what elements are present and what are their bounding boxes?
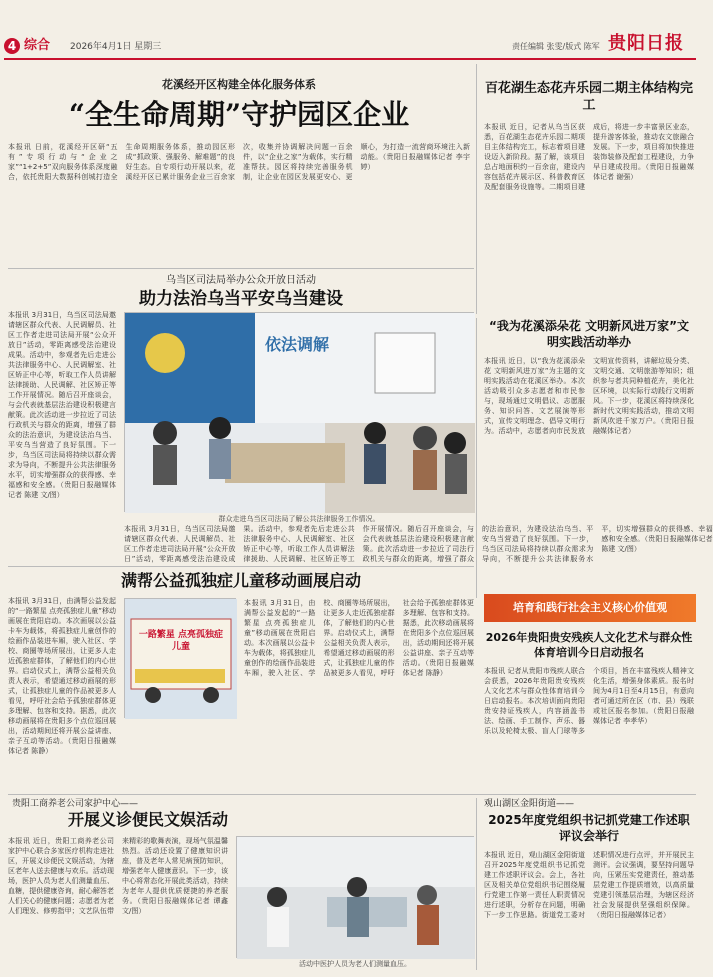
column-divider xyxy=(476,318,477,598)
divider xyxy=(8,566,474,567)
autism-title: 满帮公益孤独症儿童移动画展启动 xyxy=(120,571,361,590)
editor-credits: 责任编辑 张雯/版式 陈军 xyxy=(512,42,600,51)
elderly-kicker: 贵阳工商养老公司家护中心—— xyxy=(12,799,139,809)
civilization-title: “我为花溪添朵花 文明新风进万家”文明实践活动举办 xyxy=(489,319,689,349)
lead-body: 本报讯 日前，花溪经开区研“五有”专项行动与“企业之家”“1+2+5”双向服务体系深度融合，依托贵阳大数据科创城打造全生命周期服务体系，推动园区形成“抓政策、强服务、解难题”的良好生态。自专项行动开展以来，花溪经开区已累计服务企业三百余家次，收集并协调解决问题一百余件，以“企业之家”为载体，实行精准帮扶。园区将持续完善服务机制，让企业在园区发展更安心、更顺心，为打造一流营商环境注入新动能。（贵阳日报融媒体记者 李宇婷） xyxy=(8,143,470,181)
wall-sign: 依法调解 xyxy=(265,335,330,354)
divider xyxy=(8,794,696,795)
elderly-photo-caption: 活动中医护人员为老人们测量血压。 xyxy=(299,960,411,968)
truck-slogan: 一路繁星 点亮孤独症儿童 xyxy=(138,630,224,652)
flower-park-title: 百花湖生态花卉乐园二期主体结构完工 xyxy=(484,81,693,113)
party-title: 2025年度党组织书记抓党建工作述职评议会举行 xyxy=(488,813,690,843)
elderly-body: 本报讯 近日，贵阳工商养老公司家护中心联合多家医疗机构走进社区，开展义诊便民文娱活动，为辖区老年人送去健康与欢乐。活动现场，医护人员为老人们测量血压、血糖，提供健康咨询，耐心解答老人们关心的健康问题；志愿者为老人们理发、修剪指甲；文艺队伍带来精彩的歌舞表演，现场气氛温馨热烈。活动还设置了健康知识讲座，普及老年人常见病预防知识，增强老年人健康意识。下一步，该中心将常态化开展此类活动，持续为老年人提供优质便捷的养老服务。（贵阳日报融媒体记者 谭鑫 文/图） xyxy=(8,837,228,915)
header-rule xyxy=(4,58,696,60)
column-divider xyxy=(476,798,477,970)
justice-title: 助力法治乌当平安乌当建设 xyxy=(139,289,343,309)
disability-body: 本报讯 记者从贵阳市残疾人联合会获悉，2026年贵阳贵安残疾人文化艺术与群众性体育培训今日启动报名。本次培训面向贵阳贵安持证残疾人，内容涵盖书法、绘画、手工制作、声乐、器乐以及轮椅太极、盲人门球等多个项目，旨在丰富残疾人精神文化生活，增强身体素质。报名时间为4月1日至4月15日，有意向者可通过所在区（市、县）残联或社区报名参加。（贵阳日报融媒体记者 李孝华） xyxy=(484,667,694,735)
justice-photo-caption: 群众走进乌当区司法局了解公共法律服务工作情况。 xyxy=(218,515,380,523)
party-article xyxy=(484,798,694,970)
elderly-photo xyxy=(236,836,474,958)
autism-photo xyxy=(124,598,236,718)
clinic-illustration xyxy=(237,837,475,959)
section-name: 综合 xyxy=(24,38,51,53)
flower-park-article xyxy=(484,72,694,312)
divider xyxy=(8,268,474,269)
issue-date: 2026年4月1日 星期三 xyxy=(70,42,162,52)
values-banner: 培育和践行社会主义核心价值观 xyxy=(484,594,696,622)
elderly-title: 开展义诊便民文娱活动 xyxy=(68,810,229,829)
party-body: 本报讯 近日，观山湖区金阳街道召开2025年度党组织书记抓党建工作述职评议会。会上，各社区及相关单位党组织书记围绕履行党建工作第一责任人职责情况进行述职，分析存在问题，明确下一步工作思路。街道党工委对述职情况进行点评，并开展民主测评。会议强调，要坚持问题导向，压紧压实党建责任，推动基层党建工作提质增效，以高质量党建引领基层治理，为辖区经济社会发展提供坚强组织保障。（贵阳日报融媒体记者） xyxy=(484,851,694,919)
justice-kicker: 乌当区司法局举办公众开放日活动 xyxy=(166,275,316,286)
party-kicker: 观山湖区金阳街道—— xyxy=(484,799,575,809)
civilization-body: 本报讯 近日，以“我为花溪添朵花 文明新风进万家”为主题的文明实践活动在花溪区举办。本次活动吸引众多志愿者和市民参与，现场通过文明倡议、志愿服务、知识问答、文艺展演等形式，宣传文明理念、倡导文明行为。活动中，志愿者向市民发放文明宣传资料，讲解垃圾分类、文明交通、文明旅游等知识；组织参与者共同种植花卉，美化社区环境，以实际行动践行文明新风。下一步，花溪区将持续深化新时代文明实践活动，推动文明新风吹进千家万户。（贵阳日报融媒体记者） xyxy=(484,357,694,435)
lead-article xyxy=(8,72,470,262)
autism-body-cont: 本报讯 3月31日，由满帮公益发起的“一路繁星 点亮孤独症儿童”移动画展在贵阳启动。本次画展以公益卡车为载体，将孤独症儿童创作的绘画作品装进车厢，驶入社区、学校、商圈等场所展出，让更多人走近孤独症群体，了解他们的内心世界。启动仪式上，满帮公益相关负责人表示，希望通过移动画展的形式，让孤独症儿童的作品被更多人看见，呼吁社会给予孤独症群体更多理解、包容和支持。据悉，此次移动画展将在贵阳多个点位巡回展出，活动期间还将开展公益讲座、亲子互动等活动。（贵阳日报融媒体记者 陈静） xyxy=(244,599,474,677)
flower-park-body: 本报讯 近日，记者从乌当区获悉，百花湖生态花卉乐园二期项目主体结构完工，标志着项目建设迈入新阶段。据了解，该项目总占地面积约一百余亩，建设内容包括花卉展示区、科普教育区及配套服务设施等。二期项目建成后，将进一步丰富景区业态，提升游客体验，推动农文旅融合发展。下一步，项目将加快推进装饰装修及配套工程建设，力争早日建成投用。（贵阳日报融媒体记者 谢强） xyxy=(484,123,694,191)
column-divider xyxy=(476,64,477,314)
autism-body: 本报讯 3月31日，由满帮公益发起的“一路繁星 点亮孤独症儿童”移动画展在贵阳启动。本次画展以公益卡车为载体，将孤独症儿童创作的绘画作品装进车厢，驶入社区、学校、商圈等场所展出，让更多人走近孤独症群体，了解他们的内心世界。启动仪式上，满帮公益相关负责人表示，希望通过移动画展的形式，让孤独症儿童的作品被更多人看见，呼吁社会给予孤独症群体更多理解、包容和支持。据悉，此次移动画展将在贵阳多个点位巡回展出，活动期间还将开展公益讲座、亲子互动等活动。（贵阳日报融媒体记者 陈静） xyxy=(8,597,116,755)
page-number-badge: 4 xyxy=(4,38,20,54)
disability-article xyxy=(484,630,694,790)
lead-title: “全生命周期”守护园区企业 xyxy=(68,98,410,131)
justice-photo xyxy=(124,312,474,512)
disability-title: 2026年贵阳贵安残疾人文化艺术与群众性体育培训今日启动报名 xyxy=(485,631,693,659)
justice-body: 本报讯 3月31日，乌当区司法局邀请辖区群众代表、人民调解员、社区工作者走进司法局开展“公众开放日”活动，零距离感受法治建设成果。活动中，参观者先后走进公共法律服务中心、人民调解室、社区矫正中心等，听取工作人员讲解法律援助、人民调解、社区矫正等工作开展情况。随后召开座谈会，与会代表就基层法治建设积极建言献策。此次活动进一步拉近了司法行政机关与群众的距离，增强了群众的法治意识，为建设法治乌当、平安乌当营造了良好氛围。下一步，乌当区司法局将持续以群众需求为导向，不断提升公共法律服务水平，切实增强群众的获得感、幸福感和安全感。（贵阳日报融媒体记者 陈建 文/图） xyxy=(8,311,116,499)
newspaper-logo: 贵阳日报 xyxy=(608,33,684,54)
lead-kicker: 花溪经开区构建全体化服务体系 xyxy=(162,78,316,91)
justice-body-cont: 本报讯 3月31日，乌当区司法局邀请辖区群众代表、人民调解员、社区工作者走进司法局开展“公众开放日”活动，零距离感受法治建设成果。活动中，参观者先后走进公共法律服务中心、人民调解室、社区矫正中心等，听取工作人员讲解法律援助、人民调解、社区矫正等工作开展情况。随后召开座谈会，与会代表就基层法治建设积极建言献策。此次活动进一步拉近了司法行政机关与群众的距离，增强了群众的法治意识，为建设法治乌当、平安乌当营造了良好氛围。下一步，乌当区司法局将持续以群众需求为导向，不断提升公共法律服务水平，切实增强群众的获得感、幸福感和安全感。（贵阳日报融媒体记者 陈建 文/图） xyxy=(124,525,713,563)
civilization-article xyxy=(484,318,694,590)
truck-illustration xyxy=(125,599,237,719)
page-header xyxy=(0,0,700,64)
